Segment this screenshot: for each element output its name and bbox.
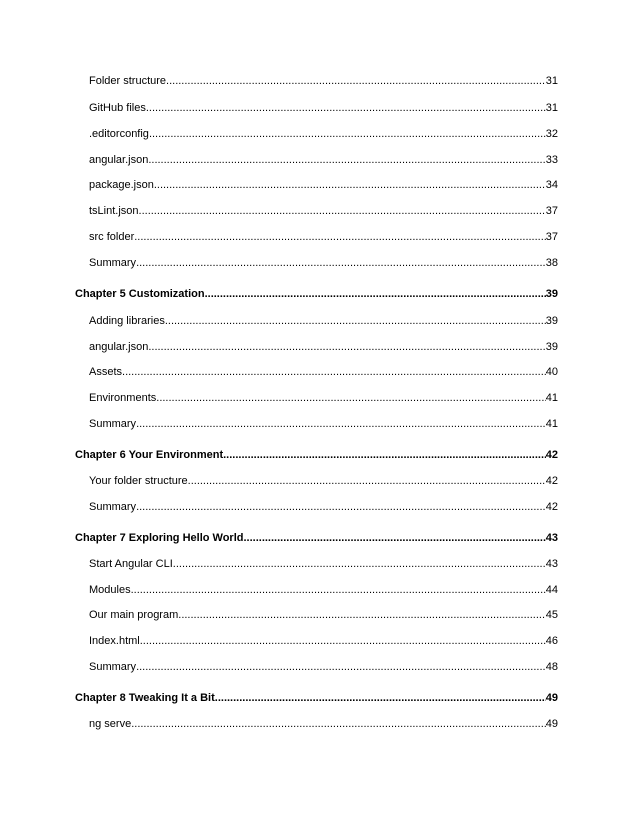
toc-entry-index-html[interactable] [89, 633, 558, 649]
toc-entry-our-main-program[interactable] [89, 607, 558, 623]
toc-entry-title: package.json [89, 179, 154, 191]
toc-chapter-page: 43 [545, 532, 558, 544]
dot-leader [173, 556, 546, 572]
dot-leader [136, 416, 546, 432]
toc-chapter-5[interactable] [75, 286, 558, 302]
toc-entry-title: Summary [89, 501, 137, 513]
toc-entry-summary-ch7[interactable] [89, 659, 558, 675]
dot-leader [165, 313, 546, 329]
toc-entry-title: Summary [89, 418, 137, 430]
dot-leader [156, 390, 545, 406]
toc-entry-title: ng serve [89, 718, 132, 730]
toc-entry-page: 37 [545, 205, 558, 217]
toc-entry-title: GitHub files [89, 102, 146, 114]
toc-entry-folder-structure[interactable] [89, 73, 558, 89]
toc-entry-page: 34 [545, 179, 558, 191]
toc-entry-page: 38 [545, 257, 558, 269]
toc-entry-title: Our main program [89, 609, 179, 621]
dot-leader [136, 255, 546, 271]
toc-entry-page: 33 [545, 154, 558, 166]
toc-entry-start-angular-cli[interactable] [89, 556, 558, 572]
toc-entry-your-folder-structure[interactable] [89, 473, 558, 489]
toc-entry-page: 45 [545, 609, 558, 621]
dot-leader [154, 177, 546, 193]
toc-entry-title: Summary [89, 661, 137, 673]
toc-entry-page: 32 [545, 128, 558, 140]
dot-leader [243, 530, 545, 546]
toc-entry-page: 41 [545, 418, 558, 430]
toc-entry-title: Adding libraries [89, 315, 165, 327]
toc-entry-page: 39 [545, 315, 558, 327]
dot-leader [134, 229, 546, 245]
toc-entry-modules[interactable] [89, 582, 558, 598]
toc-chapter-title: Chapter 5 Customization [75, 288, 205, 300]
dot-leader [136, 499, 546, 515]
toc-entry-page: 44 [545, 584, 558, 596]
dot-leader [166, 73, 546, 89]
dot-leader [146, 100, 546, 116]
toc-chapter-8[interactable] [75, 690, 558, 706]
toc-entry-title: angular.json [89, 341, 149, 353]
toc-chapter-7[interactable] [75, 530, 558, 546]
toc-chapter-page: 49 [545, 692, 558, 704]
toc-entry-src-folder[interactable] [89, 229, 558, 245]
toc-entry-title: .editorconfig [89, 128, 149, 140]
toc-entry-package-json[interactable] [89, 177, 558, 193]
dot-leader [131, 716, 546, 732]
dot-leader [149, 126, 546, 142]
dot-leader [148, 339, 545, 355]
toc-entry-environments[interactable] [89, 390, 558, 406]
dot-leader [136, 659, 546, 675]
toc-entry-page: 41 [545, 392, 558, 404]
dot-leader [223, 447, 546, 463]
toc-entry-assets[interactable] [89, 364, 558, 380]
toc-entry-angular-json-ch5[interactable] [89, 339, 558, 355]
dot-leader [148, 152, 545, 168]
toc-entry-angular-json[interactable] [89, 152, 558, 168]
toc-entry-page: 49 [545, 718, 558, 730]
toc-entry-title: Environments [89, 392, 157, 404]
toc-entry-title: Start Angular CLI [89, 558, 173, 570]
toc-chapter-6[interactable] [75, 447, 558, 463]
toc-entry-title: tsLint.json [89, 205, 139, 217]
toc-entry-title: Modules [89, 584, 131, 596]
toc-entry-tslint-json[interactable] [89, 203, 558, 219]
dot-leader [140, 633, 546, 649]
dot-leader [131, 582, 546, 598]
toc-entry-summary-ch6[interactable] [89, 499, 558, 515]
toc-entry-page: 31 [545, 75, 558, 87]
dot-leader [205, 286, 546, 302]
toc-entry-page: 43 [545, 558, 558, 570]
toc-entry-title: src folder [89, 231, 135, 243]
toc-entry-page: 48 [545, 661, 558, 673]
toc-entry-page: 37 [545, 231, 558, 243]
toc-entry-title: Assets [89, 366, 123, 378]
toc-chapter-title: Chapter 7 Exploring Hello World [75, 532, 244, 544]
toc-entry-page: 40 [545, 366, 558, 378]
toc-entry-page: 39 [545, 341, 558, 353]
dot-leader [178, 607, 545, 623]
toc-chapter-title: Chapter 8 Tweaking It a Bit [75, 692, 215, 704]
toc-entry-adding-libraries[interactable] [89, 313, 558, 329]
toc-entry-title: Your folder structure [89, 475, 188, 487]
toc-entry-title: angular.json [89, 154, 149, 166]
dot-leader [215, 690, 546, 706]
dot-leader [139, 203, 546, 219]
toc-chapter-title: Chapter 6 Your Environment [75, 449, 224, 461]
toc-entry-summary-ch4[interactable] [89, 255, 558, 271]
toc-entry-github-files[interactable] [89, 100, 558, 116]
toc-entry-title: Index.html [89, 635, 140, 647]
toc-entry-title: Summary [89, 257, 137, 269]
toc-entry-title: Folder structure [89, 75, 167, 87]
dot-leader [122, 364, 546, 380]
toc-chapter-page: 39 [545, 288, 558, 300]
toc-entry-editorconfig[interactable] [89, 126, 558, 142]
toc-entry-summary-ch5[interactable] [89, 416, 558, 432]
toc-entry-page: 42 [545, 475, 558, 487]
toc-entry-page: 31 [545, 102, 558, 114]
toc-entry-ng-serve[interactable] [89, 716, 558, 732]
toc-entry-page: 42 [545, 501, 558, 513]
dot-leader [188, 473, 546, 489]
toc-entry-page: 46 [545, 635, 558, 647]
toc-chapter-page: 42 [545, 449, 558, 461]
